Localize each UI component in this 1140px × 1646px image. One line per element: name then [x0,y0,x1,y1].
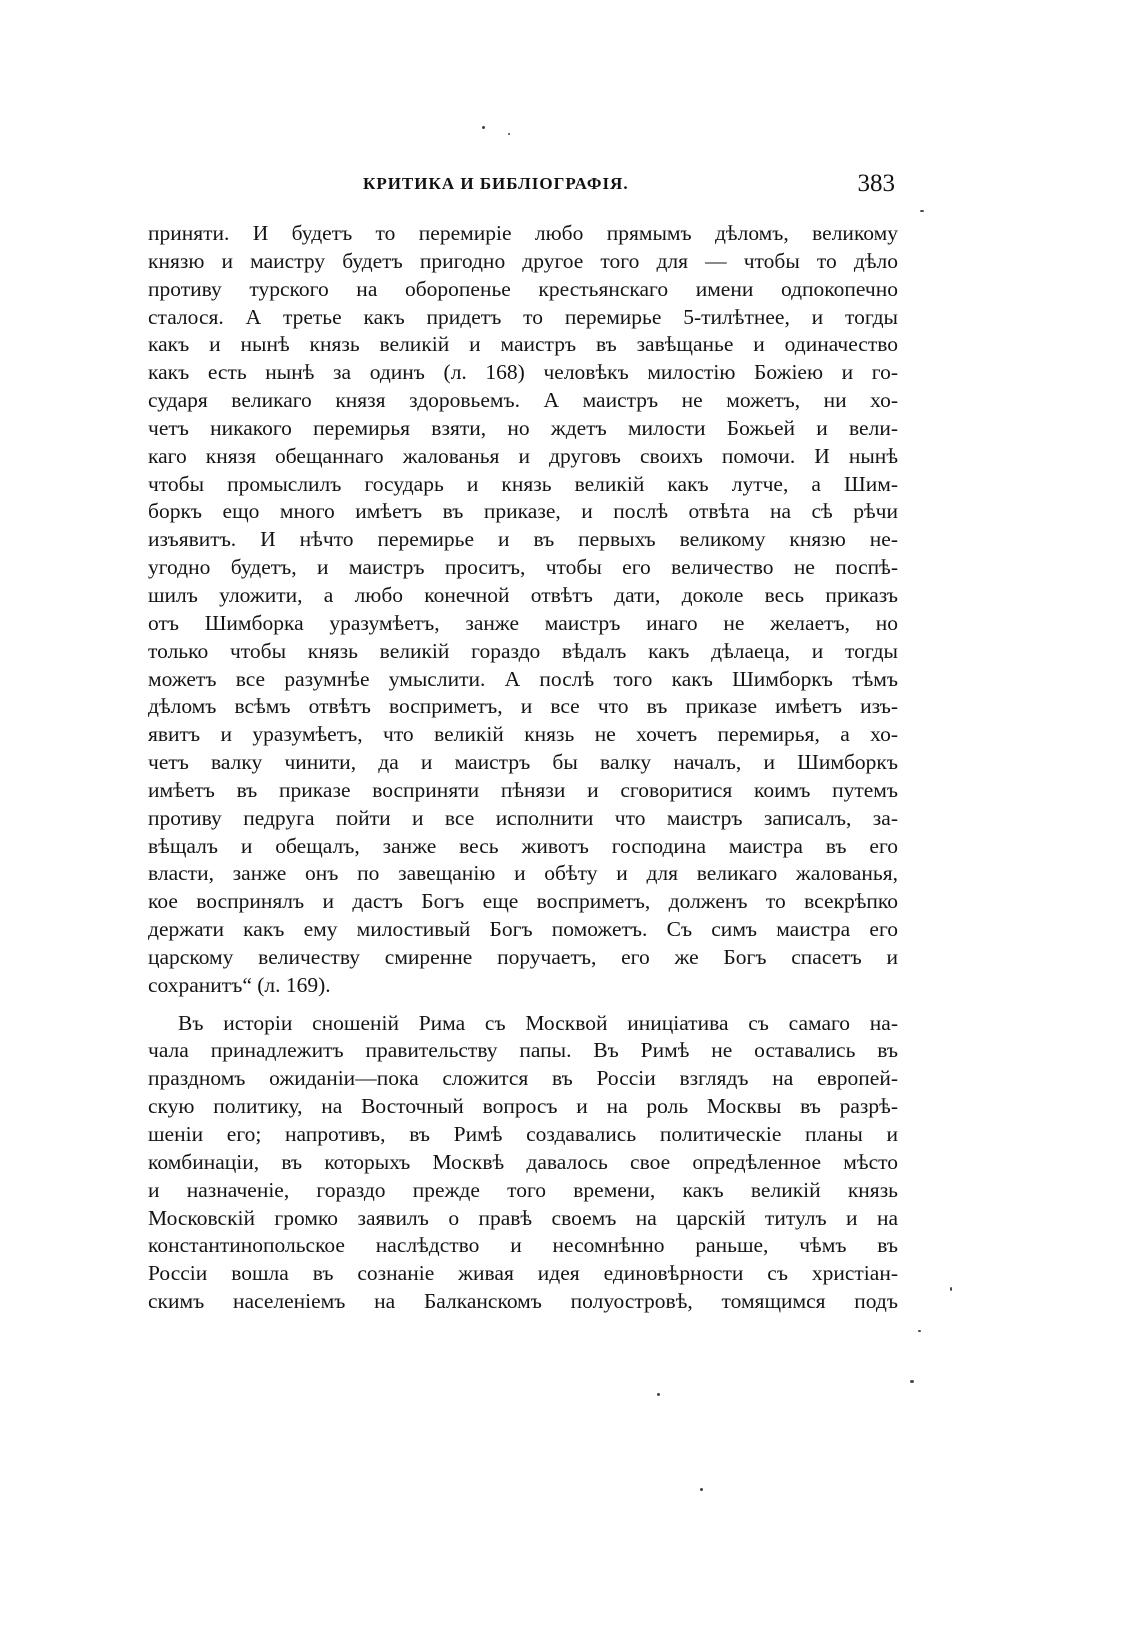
text-line: праздномъ ожиданіи—пока сложится въ Россіи взглядъ на европей- [148,1066,898,1091]
scan-speck [950,1287,952,1291]
paragraph-quote [148,220,898,1000]
text-line: комбинаціи, въ которыхъ Москвѣ давалось свое опредѣленное мѣсто [148,1149,898,1174]
scan-speck [657,1393,660,1396]
text-line: скимъ населеніемъ на Балканскомъ полуостровѣ, томящимся подъ [148,1289,898,1314]
text-line: противу турского на оборопенье крестьянскаго имени одпокопечно [148,276,898,301]
text-line: каго князя обещаннаго жалованья и друговъ своихъ помочи. И нынѣ [148,443,898,468]
scan-speck [700,1488,703,1491]
text-line: шеніи его; напротивъ, въ Римѣ создавались политическіе планы и [148,1122,898,1146]
text-line: сталося. А третье какъ придетъ то перемирье 5-тилѣтнее, и тогды [148,304,898,329]
page-number: 383 [857,170,895,197]
text-line: какъ и нынѣ князь великій и маистръ въ завѣщанье и одиначество [148,332,898,357]
text-line: угодно будетъ, и маистръ проситъ, чтобы его величество не поспѣ- [148,555,898,580]
text-line: четъ никакого перемирья взяти, но ждетъ милости Божьей и вели- [148,415,898,440]
text-line: дѣломъ всѣмъ отвѣтъ восприметъ, и все что въ приказе имѣетъ изъ- [148,694,898,719]
text-line: власти, занже онъ по завещанію и обѣту и для великаго жалованья, [148,861,898,886]
text-line: константинопольское наслѣдство и несомнѣнно раньше, чѣмъ въ [148,1233,898,1258]
text-line: князю и маистру будетъ пригодно другое того для — чтобы то дѣло [148,248,898,273]
running-title: КРИТИКА И БИБЛІОГРАФІЯ. [363,174,629,193]
text-line: отъ Шимборка уразумѣетъ, занже маистръ инаго не желаетъ, но [148,610,898,635]
text-line: приняти. И будетъ то перемиріе любо прямымъ дѣломъ, великому [148,221,898,245]
text-line: кое воспринялъ и дастъ Богъ еще восприметъ, долженъ то всекрѣпко [148,889,898,914]
text-line: Московскій громко заявилъ о правѣ своемъ на царскій титулъ и на [148,1205,898,1230]
text-line: царскому величеству смиренне поручаетъ, его же Богъ спасетъ и [148,944,898,969]
text-line: шилъ уложити, а любо конечной отвѣтъ дати, доколе весь приказъ [148,582,898,607]
text-line: противу педруга пойти и все исполнити что маистръ записалъ, за- [148,805,898,830]
text-line: имѣетъ въ приказе восприняти пѣнязи и сговоритися коимъ путемъ [148,777,898,802]
text-line: явитъ и уразумѣетъ, что великій князь не хочетъ перемирья, а хо- [148,722,898,747]
page-header [150,170,895,200]
paragraph-gap [148,1000,898,1010]
scan-speck [508,133,510,135]
text-line: Въ исторіи сношеній Рима съ Москвой иниціатива съ самаго на- [178,1010,898,1035]
text-line: скую политику, на Восточный вопросъ и на роль Москвы въ разрѣ- [148,1094,898,1119]
text-line: вѣщалъ и обещалъ, занже весь животъ господина маистра въ его [148,833,898,858]
text-line: Россіи вошла въ сознаніе живая идея единовѣрности съ христіан- [148,1261,898,1286]
text-line: сохранитъ“ (л. 169). [148,972,331,997]
text-line: держати какъ ему милостивый Богъ поможетъ. Съ симъ маистра его [148,917,898,942]
text-line: какъ есть нынѣ за одинъ (л. 168) человѣкъ милостію Божіею и го- [148,360,898,385]
text-line: боркъ ещо много имѣетъ въ приказе, и послѣ отвѣта на сѣ рѣчи [148,499,898,524]
text-line: чала принадлежитъ правительству папы. Въ Римѣ не оставались въ [148,1038,898,1063]
scan-speck [910,1380,914,1383]
body-text [148,220,898,1316]
text-line: изъявитъ. И нѣчто перемирье и въ первыхъ великому князю не- [148,527,898,552]
paragraph-narrative [148,1010,898,1316]
text-line: можетъ все разумнѣе умыслити. А послѣ того какъ Шимборкъ тѣмъ [148,666,898,691]
text-line: и назначеніе, гораздо прежде того времени, какъ великій князь [148,1177,898,1202]
text-line: чтобы промыслилъ государь и князь великій какъ лутче, а Шим- [148,471,898,496]
scan-speck [918,1330,921,1332]
text-line: четъ валку чинити, да и маистръ бы валку началъ, и Шимборкъ [148,750,898,775]
scan-speck [920,210,924,212]
text-line: сударя великаго князя здоровьемъ. А маистръ не можетъ, ни хо- [148,388,898,413]
scan-speck [482,126,485,129]
text-line: только чтобы князь великій гораздо вѣдалъ какъ дѣлаеца, и тогды [148,638,898,663]
